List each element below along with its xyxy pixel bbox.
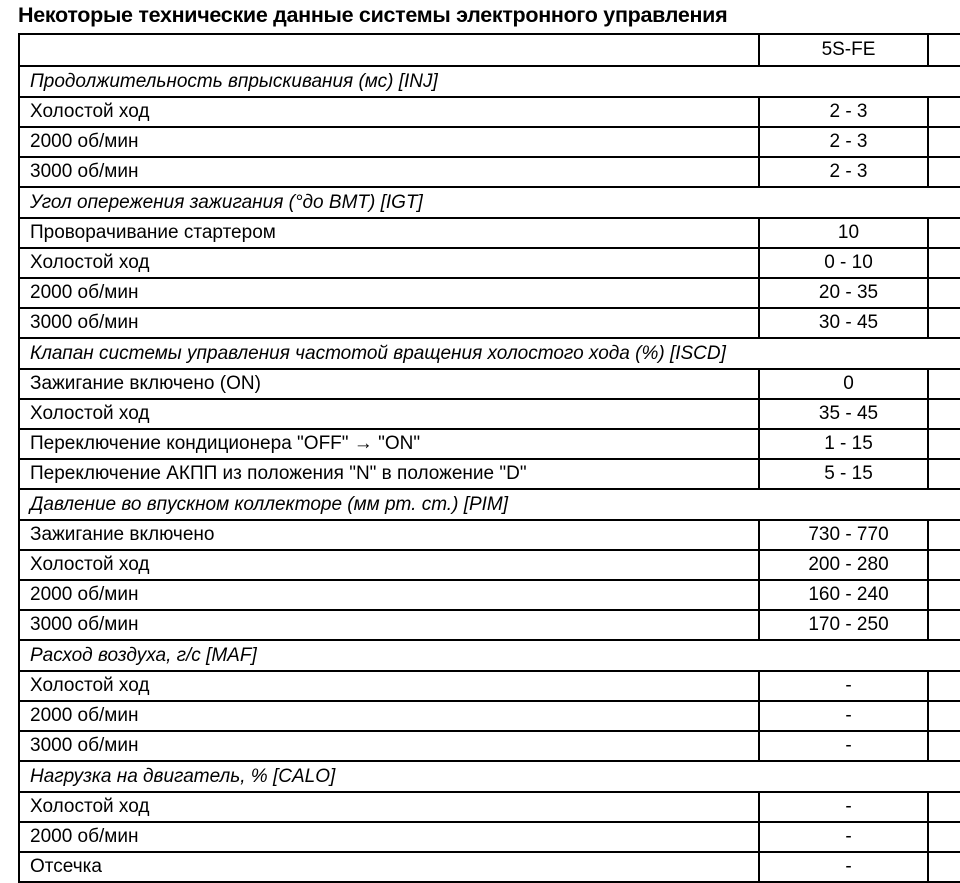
spec-table-container [18,33,960,883]
row-value: 35 - 45 [759,399,928,429]
row-value-secondary [928,34,960,66]
row-value: - [759,671,928,701]
row-value-secondary [928,731,960,761]
row-label: 3000 об/мин [19,157,759,187]
row-value-secondary [928,399,960,429]
table-row [19,671,960,701]
table-body [19,34,960,882]
row-value-secondary [928,157,960,187]
row-value: 2 - 3 [759,127,928,157]
row-value-secondary [928,308,960,338]
table-row [19,610,960,640]
table-row [19,822,960,852]
row-value: 30 - 45 [759,308,928,338]
row-value: 170 - 250 [759,610,928,640]
table-section-row [19,640,960,671]
row-label: Переключение АКПП из положения "N" в положение "D" [19,459,759,489]
table-row [19,701,960,731]
row-label: Проворачивание стартером [19,218,759,248]
row-label: Переключение кондиционера "OFF" → "ON" [19,429,759,459]
table-section-row [19,187,960,218]
row-value: - [759,731,928,761]
table-section-row [19,489,960,520]
row-value-secondary [928,822,960,852]
table-row [19,852,960,882]
row-label: Холостой ход [19,671,759,701]
section-heading: Продолжительность впрыскивания (мс) [INJ] [19,66,960,97]
row-label: Холостой ход [19,550,759,580]
row-value-secondary [928,520,960,550]
table-row [19,369,960,399]
table-row [19,459,960,489]
row-label: 3000 об/мин [19,731,759,761]
row-label: 2000 об/мин [19,822,759,852]
row-value: 5 - 15 [759,459,928,489]
table-row [19,218,960,248]
table-row [19,731,960,761]
section-heading: Клапан системы управления частотой вращения холостого хода (%) [ISCD] [19,338,960,369]
row-value: 1 - 15 [759,429,928,459]
row-value: - [759,822,928,852]
row-label: Отсечка [19,852,759,882]
row-value-secondary [928,459,960,489]
row-value-secondary [928,369,960,399]
row-value-secondary [928,127,960,157]
section-heading: Нагрузка на двигатель, % [CALO] [19,761,960,792]
table-row [19,248,960,278]
row-value: - [759,792,928,822]
table-section-row [19,761,960,792]
section-heading: Давление во впускном коллекторе (мм рт. ст.) [PIM] [19,489,960,520]
row-label: Зажигание включено [19,520,759,550]
row-value-secondary [928,852,960,882]
row-label: 2000 об/мин [19,127,759,157]
row-label: 2000 об/мин [19,701,759,731]
table-row [19,399,960,429]
table-header-row [19,34,960,66]
table-row [19,127,960,157]
table-row [19,580,960,610]
row-label: Зажигание включено (ON) [19,369,759,399]
table-row [19,157,960,187]
row-value-secondary [928,218,960,248]
table-row [19,520,960,550]
table-row [19,97,960,127]
table-row [19,278,960,308]
row-value-secondary [928,610,960,640]
row-label: 2000 об/мин [19,278,759,308]
row-label: Холостой ход [19,792,759,822]
row-value-secondary [928,278,960,308]
table-section-row [19,338,960,369]
row-value-secondary [928,580,960,610]
column-header-parameter [19,34,759,66]
row-value-secondary [928,248,960,278]
row-label: 3000 об/мин [19,308,759,338]
row-value: - [759,701,928,731]
row-value-secondary [928,97,960,127]
table-row [19,792,960,822]
row-value: 2 - 3 [759,157,928,187]
row-value-secondary [928,701,960,731]
row-label: 2000 об/мин [19,580,759,610]
row-value: 2 - 3 [759,97,928,127]
section-heading: Расход воздуха, г/с [MAF] [19,640,960,671]
row-value: 160 - 240 [759,580,928,610]
row-label: Холостой ход [19,97,759,127]
row-value-secondary [928,550,960,580]
row-value-secondary [928,671,960,701]
row-value: - [759,852,928,882]
row-value: 0 [759,369,928,399]
electronic-control-system-data-table [18,33,960,883]
row-value-secondary [928,792,960,822]
row-value: 730 - 770 [759,520,928,550]
table-row [19,308,960,338]
row-label: Холостой ход [19,399,759,429]
row-label: Холостой ход [19,248,759,278]
row-value-secondary [928,429,960,459]
page-title: Некоторые технические данные системы электронного управления [18,3,728,27]
table-row [19,429,960,459]
row-value: 10 [759,218,928,248]
row-value: 0 - 10 [759,248,928,278]
section-heading: Угол опережения зажигания (°до ВМТ) [IGT] [19,187,960,218]
table-section-row [19,66,960,97]
row-value: 200 - 280 [759,550,928,580]
column-header-engine-code: 5S-FE [759,34,928,66]
row-label: 3000 об/мин [19,610,759,640]
row-value: 20 - 35 [759,278,928,308]
table-row [19,550,960,580]
